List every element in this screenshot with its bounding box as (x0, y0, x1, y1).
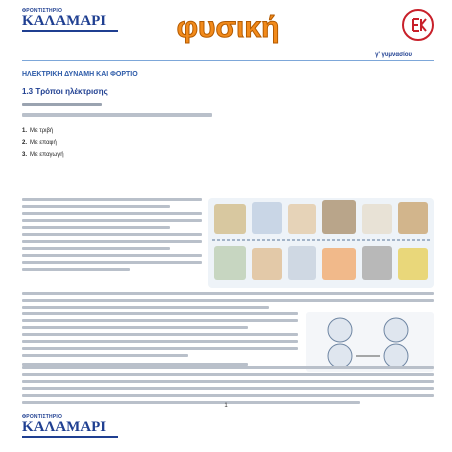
text-placeholder (22, 198, 202, 275)
footer-brand-underline (22, 436, 118, 438)
triboelectric-series-figure (208, 198, 434, 288)
method-label: Με επαφή (30, 140, 57, 146)
main-content (22, 70, 434, 161)
subject-title (160, 9, 296, 45)
brand-underline (22, 30, 118, 32)
text-placeholder (22, 103, 102, 106)
footer-brand-tagline: ΦΡΟΝΤΙΣΤΗΡΙΟ (22, 414, 63, 420)
grade-label: γ' γυμνασίου (375, 52, 412, 58)
electrification-methods (22, 125, 434, 161)
page-footer (22, 414, 434, 446)
subject-title-text: φυσική (176, 11, 280, 44)
method-label: Με επαγωγή (30, 152, 64, 158)
brand-name: ΚΑΛΑΜΑΡΙ (22, 13, 107, 29)
method-item (22, 125, 434, 137)
page-number: 1 (224, 403, 228, 409)
method-label: Με τριβή (30, 128, 54, 134)
text-placeholder (22, 292, 434, 313)
brand-logo (22, 8, 127, 32)
method-item (22, 149, 434, 161)
brand-tagline: ΦΡΟΝΤΙΣΤΗΡΙΟ (22, 8, 63, 14)
page-header (0, 0, 452, 66)
text-placeholder (22, 113, 212, 117)
publisher-logo (402, 9, 434, 41)
method-item (22, 137, 434, 149)
footer-brand-logo (22, 414, 127, 438)
section-title: 1.3 Τρόποι ηλέκτρισης (22, 87, 108, 96)
subject-bar (22, 50, 434, 61)
chapter-title: ΗΛΕΚΤΡΙΚΗ ΔΥΝΑΜΗ ΚΑΙ ΦΟΡΤΙΟ (22, 71, 138, 78)
contact-charging-figure (306, 312, 434, 372)
method-number: 2. (22, 140, 28, 146)
text-placeholder (22, 312, 298, 370)
method-number: 1. (22, 128, 28, 134)
method-number: 3. (22, 152, 28, 158)
footer-brand-name: ΚΑΛΑΜΑΡΙ (22, 419, 107, 435)
